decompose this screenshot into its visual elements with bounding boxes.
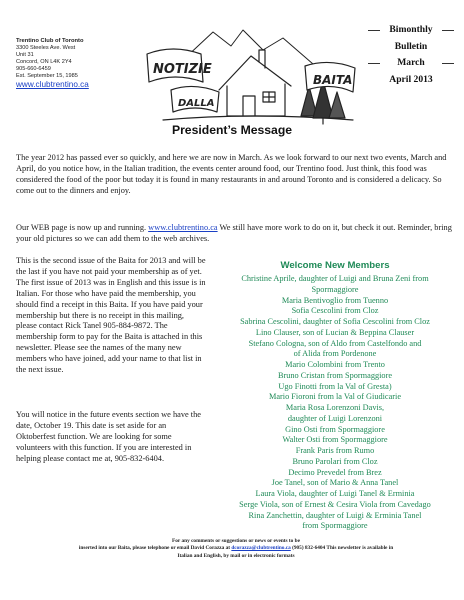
club-address-city: Concord, ON L4K 2Y4: [16, 59, 72, 65]
member-line: Gino Osti from Spormaggiore: [285, 424, 385, 434]
web-text-after: We still have more work to do on it, but check it out. Reminder, bring your old pictures so we can add them to the web archives.: [16, 223, 452, 243]
bulletin-frequency: [366, 22, 456, 39]
new-members-section: [208, 260, 462, 532]
bulletin-box: [366, 22, 456, 88]
new-members-heading: Welcome New Members: [280, 260, 390, 271]
member-line: Christine Aprile, daughter of Luigi and Bruna Zeni from: [241, 274, 429, 283]
member-line: Ugo Finotti from la Val of Gresta): [278, 381, 392, 391]
web-paragraph: [16, 223, 458, 245]
new-members-list: [208, 274, 462, 532]
member-line: Bruno Parolari from Cloz: [292, 456, 378, 466]
footer-line-3: Italian and English, by mail or in electronic formats: [177, 552, 295, 559]
baita-logo: [143, 20, 365, 132]
member-line: daughter of Luigi Lorenzoni: [287, 413, 383, 423]
oktoberfest-paragraph: You will notice in the future events section we have the date, October 19. This date is set aside for an Oktoberfest function. We are looking for some volunteers with this function. If you are interested in helping please contact me at, 905-832-6404.: [16, 410, 201, 463]
left-dash: [368, 30, 380, 31]
club-address-street: 3300 Steeles Ave. West: [16, 45, 76, 51]
member-line: Mario Colombini from Trento: [285, 360, 385, 369]
footer-line-2-text: inserted into our Baita, please telephone or email David Corazza at: [78, 545, 232, 552]
footer-email-link[interactable]: dcorazza@clubtrentino.ca: [231, 545, 291, 552]
right-dash: [442, 63, 454, 64]
member-line: Joe Tanel, son of Mario & Anna Tanel: [271, 478, 399, 488]
member-line: Laura Viola, daughter of Luigi Tanel & Erminia: [255, 489, 415, 498]
member-line: Sofia Cescolini from Cloz: [291, 306, 379, 316]
member-line: Lino Clauser, son of Lucian & Beppina Clauser: [255, 327, 415, 337]
club-phone: 905-660-6459: [16, 66, 51, 72]
right-dash: [442, 30, 454, 31]
svg-text:NOTIZIE: NOTIZIE: [153, 62, 212, 77]
footer-line-2: [16, 545, 456, 552]
bulletin-month: [366, 55, 456, 72]
member-line: from Spormaggiore: [302, 521, 368, 531]
club-established: Est. September 15, 1985: [16, 73, 78, 79]
bulletin-month-text: March: [397, 57, 425, 68]
footer-line-1: For any comments or suggestions or news or events to be: [172, 538, 300, 544]
member-line: Maria Bentivoglio from Tuenno: [281, 295, 389, 305]
svg-text:DALLA: DALLA: [178, 98, 215, 109]
bulletin-frequency-text: Bimonthly: [389, 24, 433, 35]
member-line: Maria Rosa Lorenzoni Davis,: [285, 403, 385, 412]
membership-paragraph: This is the second issue of the Baita for 2013 and will be the last if you have not paid your membership as of yet. The first issue of 2013 was in English and this issue is in Italian. For those who have paid the membership, you should find a receipt in this Baita. If you have paid your membership but there is no receipt in this mailing, please contact Rick Tanel 905-884-9872. The membership form to pay for the Baita is attached in this newsletter. Please see the names of the many new members who have joined, add your name to that list in the next issue.: [16, 256, 206, 375]
member-line: Mario Fioroni from la Val of Giudicarie: [268, 392, 402, 402]
member-line: Serge Viola, son of Ernest & Cesira Viola from Cavedago: [239, 499, 431, 509]
member-line: Walter Osti from Spormaggiore: [282, 435, 388, 445]
web-text-before: Our WEB page is now up and running.: [16, 223, 149, 232]
member-line: Spormaggiore: [311, 284, 359, 294]
member-line: of Alida from Pordenone: [293, 349, 377, 359]
footer-note: [16, 538, 456, 560]
member-line: Sabrina Cescolini, daughter of Sofia Cescolini from Cloz: [240, 317, 430, 326]
left-dash: [368, 63, 380, 64]
bulletin-issue-date: April 2013: [389, 73, 433, 85]
intro-paragraph: The year 2012 has passed ever so quickly, and here we are now in March. As we look forward to our next two events, March and April, do you notice how, in the Italian tradition, the events center around food, our Trentino food. Just think, this food was considered the food of the poor but today it is found in many restaurants in and around Toronto and is considered a delicacy. So come out to the dinners and enjoy.: [16, 153, 447, 195]
footer-line-2-tail: (905) 832-6404 This newsletter is available in: [290, 545, 394, 552]
club-address-unit: Unit 31: [16, 52, 34, 58]
club-name: Trentino Club of Toronto: [16, 38, 84, 44]
svg-text:BAITA: BAITA: [313, 73, 353, 87]
club-info: [16, 38, 138, 90]
member-line: Decimo Prevedel from Brez: [288, 467, 382, 477]
website-link[interactable]: www.clubtrentino.ca: [148, 223, 218, 232]
club-website-link[interactable]: www.clubtrentino.ca: [16, 80, 89, 89]
member-line: Frank Paris from Rumo: [295, 446, 375, 455]
member-line: Rina Zanchettin, daughter of Luigi & Erminia Tanel: [248, 510, 422, 520]
member-line: Bruno Cristan from Spormaggiore: [277, 370, 393, 380]
page-title: President’s Message: [171, 123, 293, 137]
member-line: Stefano Cologna, son of Aldo from Castelfondo and: [248, 338, 422, 348]
bulletin-label: Bulletin: [394, 40, 428, 52]
